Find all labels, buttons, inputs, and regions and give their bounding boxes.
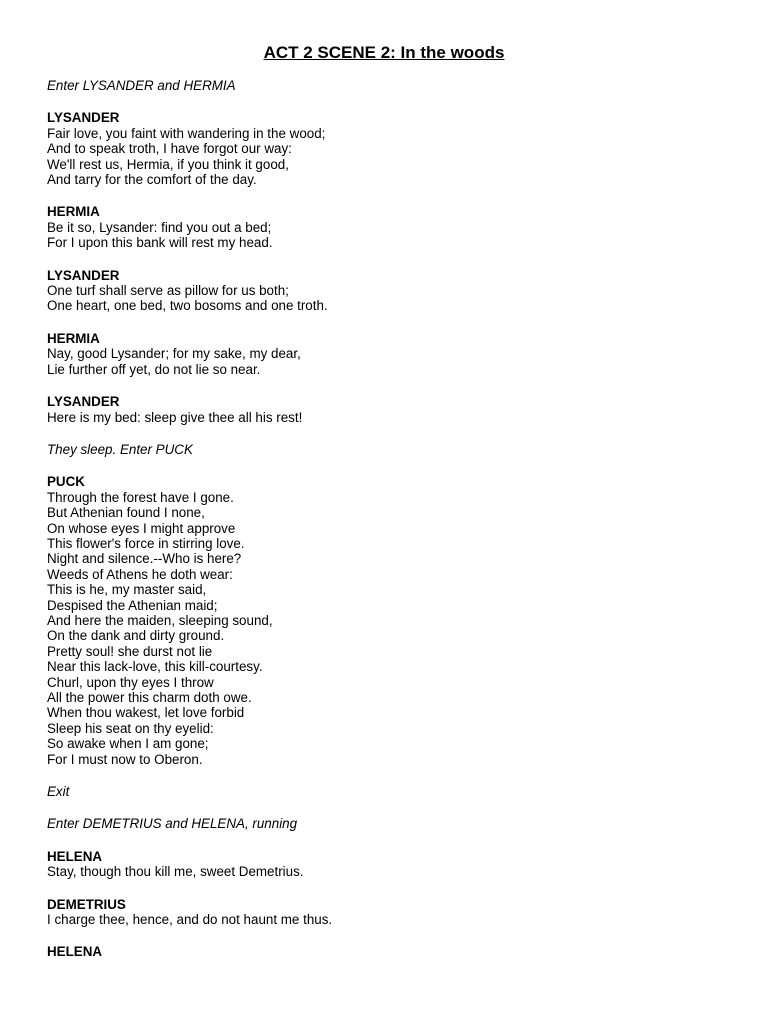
block-spacer xyxy=(47,457,737,474)
speech-block xyxy=(47,897,737,928)
dialogue-line: This is he, my master said, xyxy=(47,582,207,598)
dialogue-line: Near this lack-love, this kill-courtesy. xyxy=(47,659,263,675)
dialogue-line: Nay, good Lysander; for my sake, my dear, xyxy=(47,346,301,362)
block-spacer xyxy=(47,314,737,331)
block-spacer xyxy=(47,251,737,268)
speech-block xyxy=(47,394,737,425)
stage-direction xyxy=(47,442,737,457)
dialogue-line: For I must now to Oberon. xyxy=(47,751,203,767)
speech-block xyxy=(47,849,737,880)
dialogue-line: Be it so, Lysander: find you out a bed; xyxy=(47,219,272,235)
dialogue-line: Here is my bed: sleep give thee all his rest! xyxy=(47,409,303,425)
stage-direction xyxy=(47,816,737,831)
stage-direction-text: Exit xyxy=(47,784,70,800)
dialogue-line: Lie further off yet, do not lie so near. xyxy=(47,361,261,377)
dialogue-line: Fair love, you faint with wandering in the wood; xyxy=(47,125,326,141)
block-spacer xyxy=(47,927,737,944)
dialogue-line: And here the maiden, sleeping sound, xyxy=(47,612,273,628)
speaker-name: HERMIA xyxy=(47,204,100,220)
speaker-name: HELENA xyxy=(47,944,103,960)
block-spacer xyxy=(47,832,737,849)
speaker-name: LYSANDER xyxy=(47,110,120,126)
speech-block xyxy=(47,944,737,959)
block-spacer xyxy=(47,880,737,897)
dialogue-line: On whose eyes I might approve xyxy=(47,520,236,536)
speech-block xyxy=(47,110,737,187)
dialogue-line: I charge thee, hence, and do not haunt me thus. xyxy=(47,912,333,928)
dialogue-line: This flower's force in stirring love. xyxy=(47,535,245,551)
block-spacer xyxy=(47,425,737,442)
block-spacer xyxy=(47,377,737,394)
block-spacer xyxy=(47,767,737,784)
speech-block xyxy=(47,474,737,767)
stage-direction-text: Enter LYSANDER and HERMIA xyxy=(47,78,236,93)
speaker-name: HERMIA xyxy=(47,330,100,346)
dialogue-line: Pretty soul! she durst not lie xyxy=(47,643,213,659)
dialogue-line: Weeds of Athens he doth wear: xyxy=(47,566,233,582)
speaker-name: LYSANDER xyxy=(47,394,120,410)
stage-direction-text: They sleep. Enter PUCK xyxy=(47,441,193,457)
dialogue-line: When thou wakest, let love forbid xyxy=(47,705,245,721)
speaker-name: LYSANDER xyxy=(47,267,120,283)
dialogue-line: Stay, though thou kill me, sweet Demetrius. xyxy=(47,864,304,880)
dialogue-line: Sleep his seat on thy eyelid: xyxy=(47,720,214,736)
speech-block xyxy=(47,331,737,377)
scene-title: ACT 2 SCENE 2: In the woods xyxy=(263,43,505,62)
block-spacer xyxy=(47,799,737,816)
dialogue-line: For I upon this bank will rest my head. xyxy=(47,235,273,251)
speech-block xyxy=(47,268,737,314)
dialogue-line: All the power this charm doth owe. xyxy=(47,690,252,705)
dialogue-line: One heart, one bed, two bosoms and one troth. xyxy=(47,298,328,314)
speaker-name: HELENA xyxy=(47,848,103,864)
dialogue-line: And tarry for the comfort of the day. xyxy=(47,172,257,188)
dialogue-line: Night and silence.--Who is here? xyxy=(47,551,242,567)
stage-direction xyxy=(47,784,737,799)
dialogue-line: Through the forest have I gone. xyxy=(47,489,234,505)
speaker-name: DEMETRIUS xyxy=(47,896,126,912)
dialogue-line: On the dank and dirty ground. xyxy=(47,628,225,644)
dialogue-line: So awake when I am gone; xyxy=(47,736,209,752)
speech-block xyxy=(47,204,737,250)
dialogue-line: But Athenian found I none, xyxy=(47,505,205,521)
block-spacer xyxy=(47,93,737,110)
dialogue-line: And to speak troth, I have forgot our way: xyxy=(47,141,292,157)
dialogue-line: We'll rest us, Hermia, if you think it good, xyxy=(47,156,289,172)
stage-direction xyxy=(47,78,737,93)
dialogue-line: Churl, upon thy eyes I throw xyxy=(47,674,214,690)
dialogue-line: One turf shall serve as pillow for us both; xyxy=(47,283,289,299)
speaker-name: PUCK xyxy=(47,474,85,490)
script-body xyxy=(47,78,737,960)
dialogue-line: Despised the Athenian maid; xyxy=(47,597,218,613)
block-spacer xyxy=(47,187,737,204)
stage-direction-text: Enter DEMETRIUS and HELENA, running xyxy=(47,816,298,832)
